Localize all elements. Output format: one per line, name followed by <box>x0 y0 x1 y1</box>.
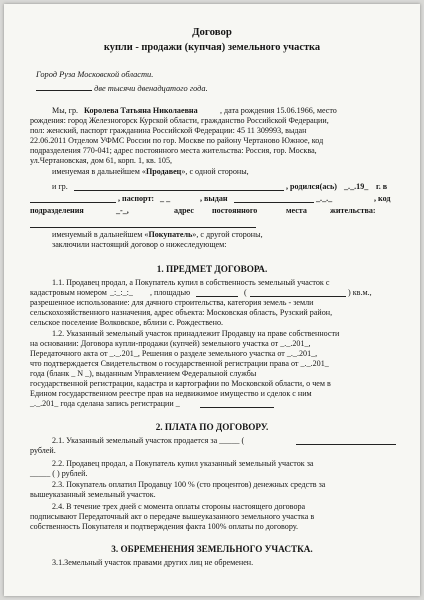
date-blank <box>36 82 92 91</box>
place-line: Город Руза Московской области. <box>36 70 154 79</box>
section-2-heading: 2. ПЛАТА ПО ДОГОВОРУ. <box>155 422 269 432</box>
doc-subtitle: купли - продажи (купчая) земельного участка <box>103 42 321 53</box>
date-suffix: две тысячи двенадцатого года. <box>94 84 208 93</box>
date-line <box>36 82 208 93</box>
document-page: Договор купли - продажи (купчая) земельного участка Город Руза Московской области. две тысячи двенадцатого года. Мы, гр. Королева Татьяна Николаевна , дата рождения 15.06.1966, место рождения: город Железногорск Курской области, гражданство Российской Федерации, пол: женский, паспорт гражданина Российской Федерации: 45 11 309993, выдан 22.06.2011 Отделом УФМС России по гор. Москве по району Чертаново Южное, код подразделения 770-041; адрес постоянного места жительства: Россия, гор. Москва, ул.Чертановская, дом 61, корп. 1, кв. 105, именуемая в дальнейшем «Продавец», с одной стороны, и гр. , родился(ась) _._.19_ г. в , паспорт: _ _ , выдан _._._ , код подразделения _-_, адрес постоянного места жительства: именуемый в дальнейшем «Покупатель», с другой стороны, заключили настоящий договор о нижеследующем: 1. ПРЕДМЕТ ДОГОВОРА. 1.1. Продавец продал, а Покупатель купил в собственность земельный участок с кадастровым номером _:_:_:_ , площадью ( ) кв.м., разрешенное использование: для дачного строительства, категория земель - земли сельскохозяйственного назначения, адрес объекта: Московская область, Рузский район, сельское поселение Волковское, вблизи с. Рождествено. 1.2. Указанный земельный участок принадлежит Продавцу на праве собственности на основании: Договора купли-продажи (купчей) земельного участка от _._.201_, Передаточного акта от _._.201_, Решения о разделе земельного участка от _._.201_, что подтверждается Свидетельством о государственной регистрации права от _._.201_ года (бланк _ N _), выданным Управлением Федеральной службы государственной регистрации, кадастра и картографии по Московской области, о чем в Едином государственном реестре прав на недвижимое имущество и сделок с ним _._.201_ года сделана запись регистрации _ 2. ПЛАТА ПО ДОГОВОРУ. 2.1. Указанный земельный участок продается за _____ ( рублей. 2.2. Продавец продал, а Покупатель купил указанный земельный участок за _____ ( ) рублей. 2.3. Покупатель оплатил Продавцу 100 % (сто процентов) денежных средств за вышеуказанный земельный участок. 2.4. В течение трех дней с момента оплаты стороны настоящего договора подписывают Передаточный акт о передаче вышеуказанного земельного участка в собственность Покупателя и подтверждения факта 100% оплаты по договору. 3. ОБРЕМЕНЕНИЯ ЗЕМЕЛЬНОГО УЧАСТКА. 3.1.Земельный участок правами других лиц не обременен. <box>4 4 420 596</box>
section-3-heading: 3. ОБРЕМЕНЕНИЯ ЗЕМЕЛЬНОГО УЧАСТКА. <box>111 544 313 554</box>
doc-title: Договор <box>192 26 232 38</box>
buyer-name-blank <box>74 182 284 191</box>
seller-name: Королева Татьяна Николаевна <box>84 106 198 115</box>
section-1-heading: 1. ПРЕДМЕТ ДОГОВОРА. <box>156 264 268 274</box>
